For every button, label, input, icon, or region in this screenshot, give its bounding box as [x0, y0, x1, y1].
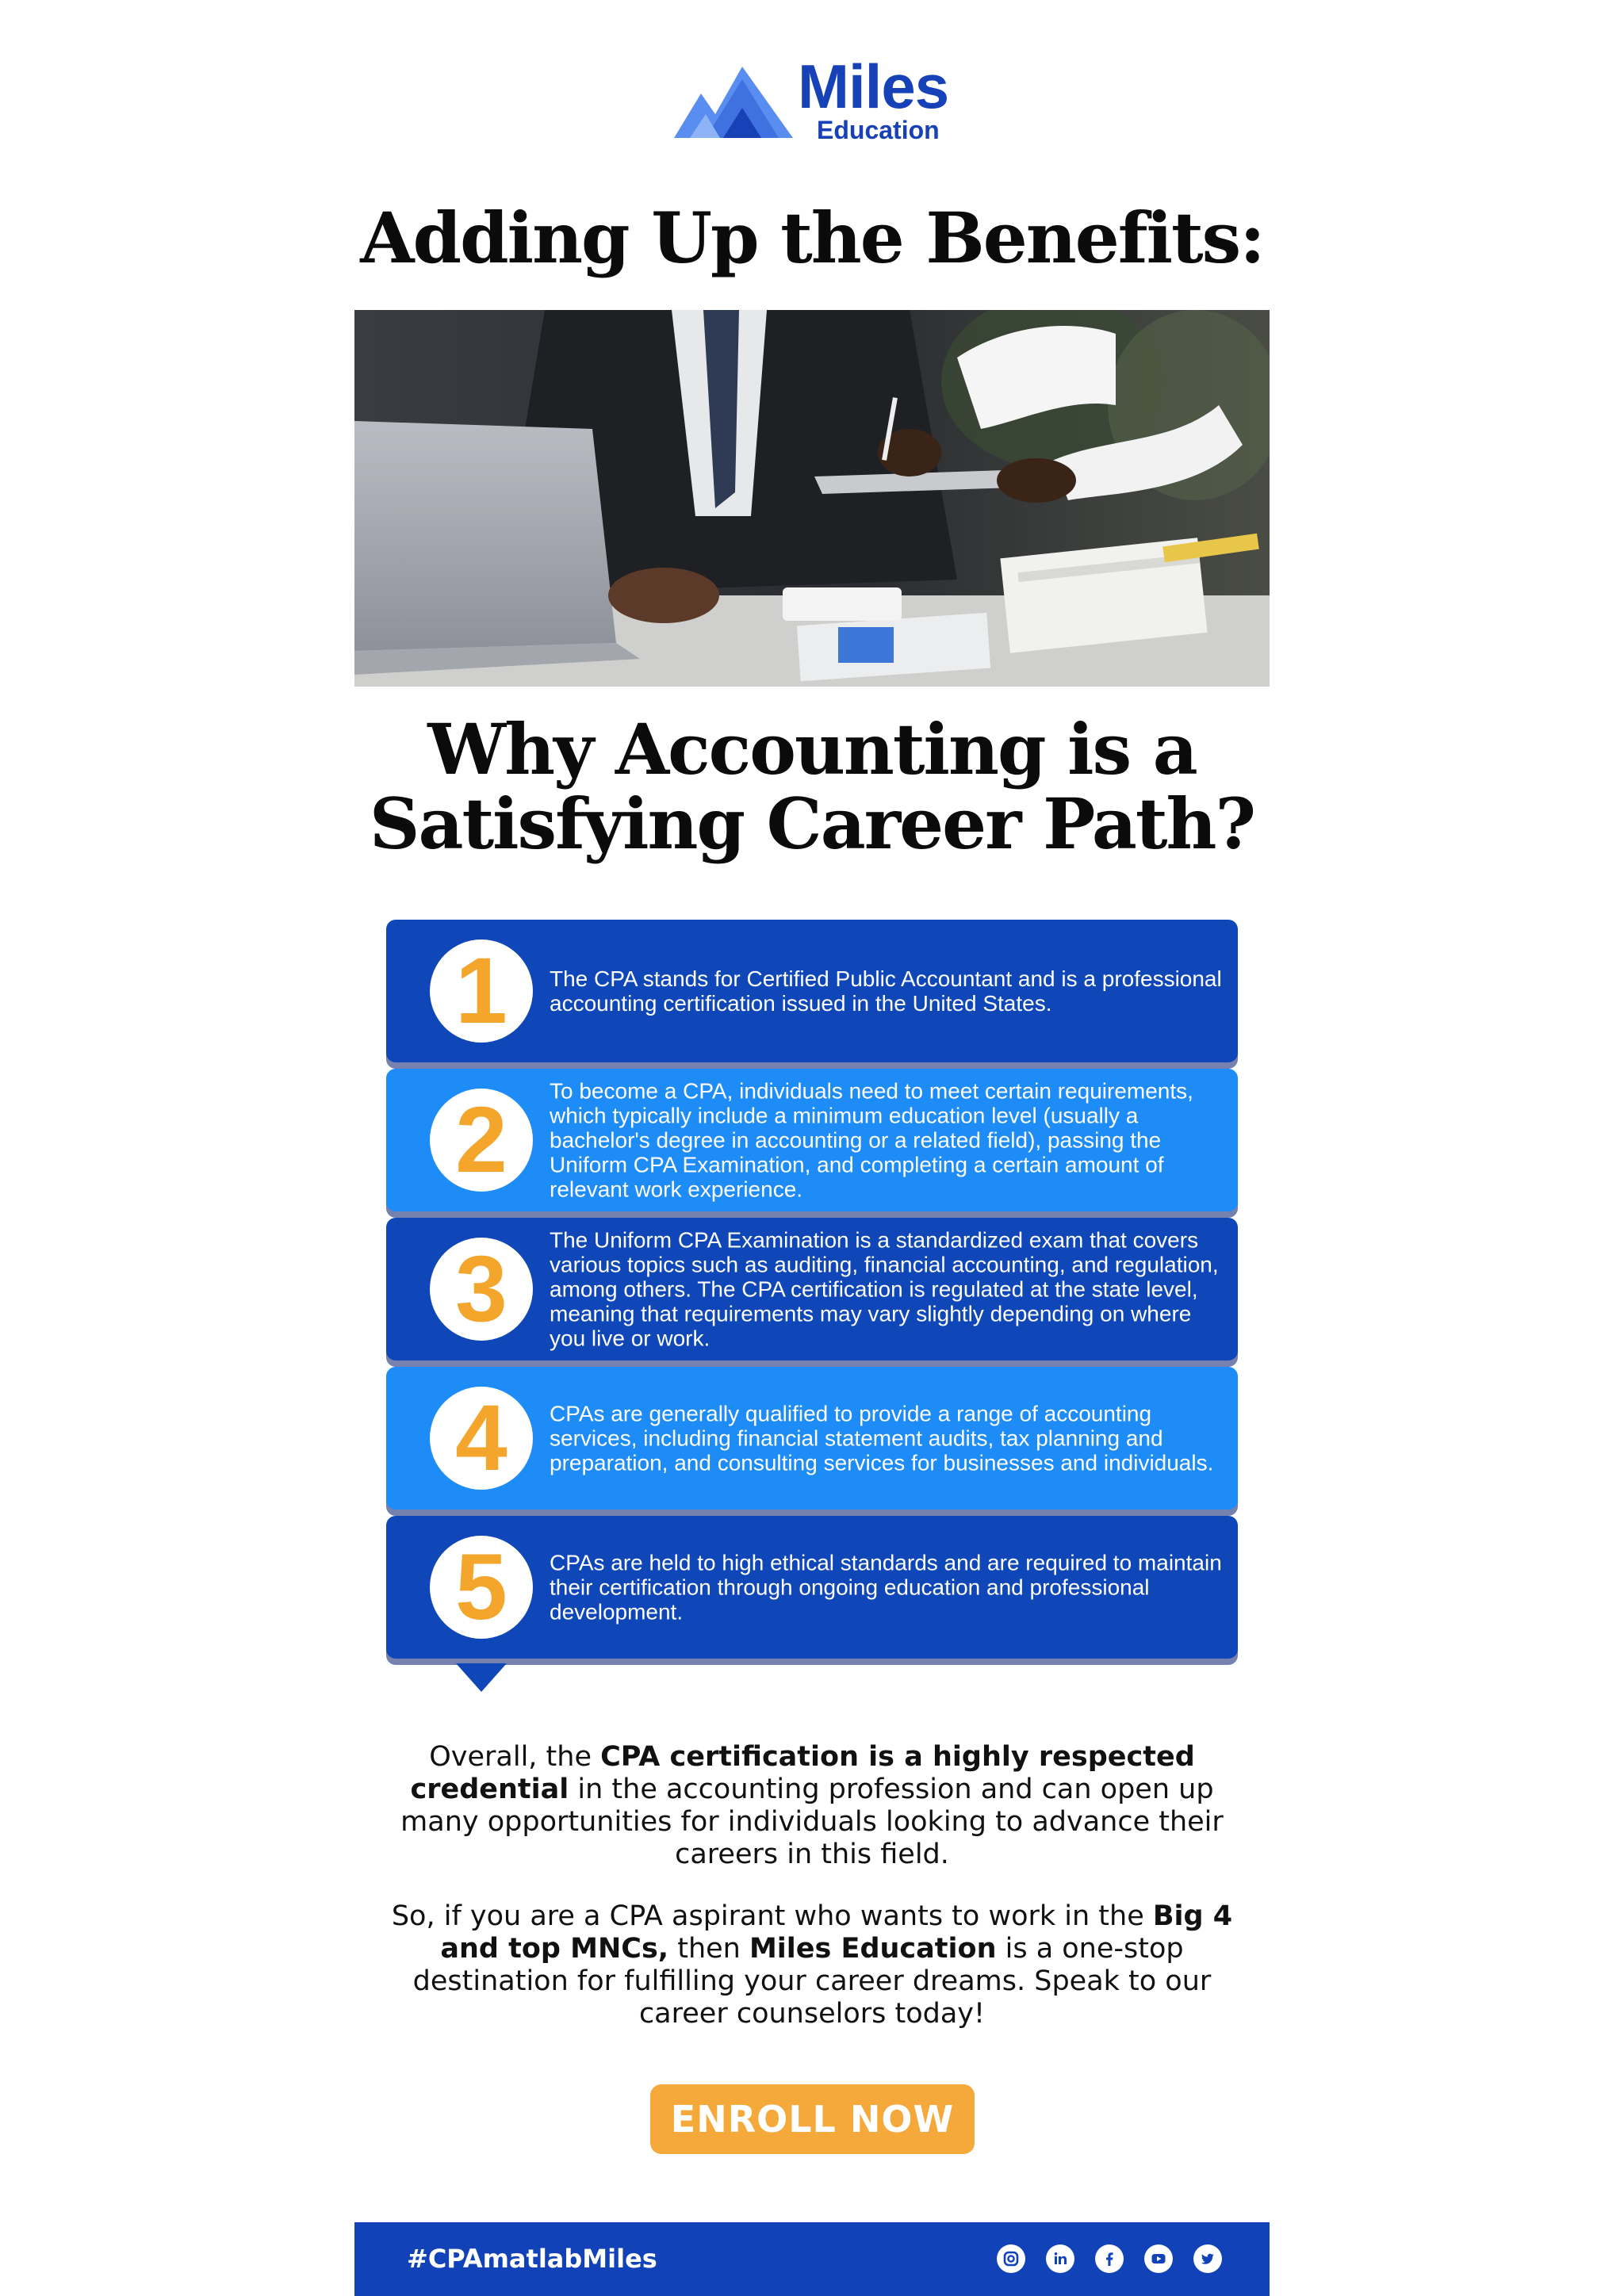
summary-highlight: CPA certification is a highly respected credential [410, 1741, 1195, 1805]
youtube-icon[interactable] [1144, 2244, 1173, 2273]
step-text: The Uniform CPA Examination is a standardized exam that covers various topics such as auditing, financial accounting, and regulation, among others. The CPA certification is regulated at the state level, meaning that requirements may vary slightly depending on where you live or work. [550, 1227, 1219, 1351]
cta-text: So, if you are a CPA aspirant who wants to work in the [391, 1900, 1153, 1932]
step-card [386, 1367, 1238, 1510]
cta-text: is a one-stop destination for fulfilling your career dreams. Speak to our career counselors today! [412, 1933, 1212, 2030]
page-title: Adding Up the Benefits: [360, 197, 1264, 279]
summary-text: in the accounting profession and can open up many opportunities for individuals looking to advance their careers in this field. [400, 1774, 1224, 1870]
twitter-icon[interactable] [1193, 2244, 1222, 2273]
step-text: To become a CPA, individuals need to meet certain requirements, which typically include a minimum education level (usually a bachelor's degree in accounting or a related field), passing the Uniform CPA Examination, and completing a certain amount of relevant work experience. [550, 1078, 1193, 1202]
step-card [386, 1069, 1238, 1211]
summary-text: Overall, the [429, 1741, 601, 1773]
cta-highlight: Big 4 and top MNCs, [440, 1900, 1233, 1965]
step-number-badge: 2 [430, 1089, 533, 1192]
miles-education-logo [674, 52, 959, 144]
step-card [386, 1218, 1238, 1360]
step-number-badge: 4 [430, 1387, 533, 1490]
footer-hashtag: #CPAmatlabMiles [407, 2244, 657, 2274]
step-number-badge: 3 [430, 1238, 533, 1341]
footer-bar [354, 2222, 1270, 2296]
section-heading-line1: Why Accounting is a [427, 708, 1197, 790]
enroll-now-button[interactable]: ENROLL NOW [650, 2084, 975, 2154]
cta-paragraph [376, 1900, 1248, 2030]
cta-brand-highlight: Miles Education [749, 1933, 997, 1965]
step-card [386, 1516, 1238, 1659]
summary-paragraph [376, 1741, 1248, 1871]
mountain-logo-icon [674, 62, 793, 138]
instagram-icon[interactable] [997, 2244, 1025, 2273]
hero-photo [354, 310, 1270, 687]
facebook-icon[interactable] [1095, 2244, 1124, 2273]
steps-pointer-arrow [456, 1663, 507, 1692]
step-card [386, 920, 1238, 1062]
section-heading-line2: Satisfying Career Path? [369, 783, 1255, 865]
section-heading [0, 708, 1624, 865]
linkedin-icon[interactable] [1046, 2244, 1074, 2273]
cta-text: then [668, 1933, 749, 1965]
step-text: The CPA stands for Certified Public Accountant and is a professional accounting certification issued in the United States. [550, 966, 1222, 1016]
step-text: CPAs are held to high ethical standards and are required to maintain their certification through ongoing education and professional development. [550, 1550, 1222, 1624]
social-icons [997, 2244, 1222, 2273]
logo-brand-text: Miles [798, 52, 949, 121]
step-number-badge: 5 [430, 1536, 533, 1639]
step-number-badge: 1 [430, 939, 533, 1043]
step-text: CPAs are generally qualified to provide a range of accounting services, including financial statement audits, tax planning and preparation, and consulting services for businesses and individuals. [550, 1401, 1214, 1475]
logo-sub-text: Education [817, 116, 940, 144]
benefit-steps-list [386, 920, 1238, 1665]
